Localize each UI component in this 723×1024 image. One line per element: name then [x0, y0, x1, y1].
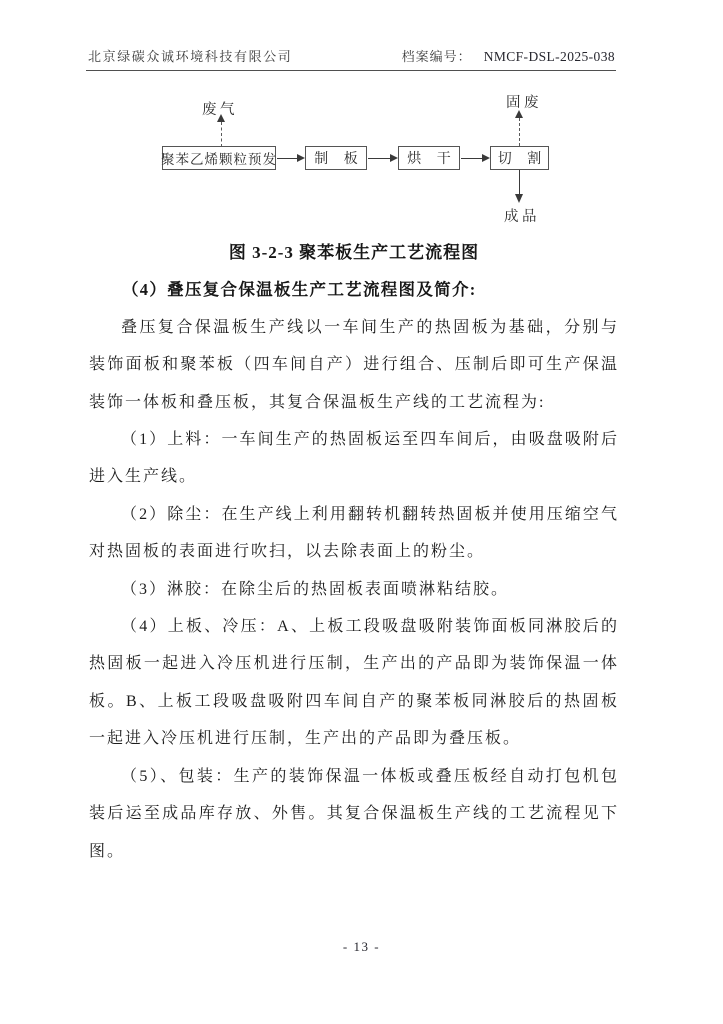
waste-gas-label: 废气	[202, 102, 238, 118]
product-label: 成品	[504, 209, 540, 225]
solid-waste-dashed-arrow	[519, 118, 520, 146]
paragraph-step-1: （1）上料：一车间生产的热固板运至四车间后，由吸盘吸附后进入生产线。	[89, 431, 619, 486]
archive-number-value: NMCF-DSL-2025-038	[483, 49, 615, 64]
flow-node-drying: 烘 干	[398, 146, 460, 170]
flow-node-cutting: 切 割	[490, 146, 549, 170]
solid-waste-label: 固废	[506, 95, 542, 111]
header-rule	[86, 70, 616, 71]
archive-number-label: 档案编号：	[401, 49, 472, 64]
flow-arrow-3	[461, 158, 482, 159]
paragraph-step-3: （3）淋胶：在除尘后的热固板表面喷淋粘结胶。	[121, 580, 510, 598]
page-footer	[0, 938, 723, 956]
waste-gas-dashed-arrow	[221, 122, 222, 147]
process-flowchart	[0, 88, 723, 234]
page-header	[88, 46, 615, 65]
document-body	[89, 234, 619, 870]
header-company-name: 北京绿碳众诚环境科技有限公司	[88, 49, 293, 64]
flow-arrow-2	[368, 158, 390, 159]
paragraph-step-4: （4）上板、冷压：A、上板工段吸盘吸附装饰面板同淋胶后的热固板一起进入冷压机进行压制，生产出的产品即为装饰保温一体板。B、上板工段吸盘吸附四车间自产的聚苯板同淋胶后的热固板一起进入冷压机进行压制，生产出的产品即为叠压板。	[89, 618, 619, 748]
page-number: - 13 -	[342, 939, 381, 954]
flow-node-board-making: 制 板	[305, 146, 367, 170]
paragraph-intro: 叠压复合保温板生产线以一车间生产的热固板为基础，分别与装饰面板和聚苯板（四车间自产）进行组合、压制后即可生产保温装饰一体板和叠压板，其复合保温板生产线的工艺流程为:	[89, 318, 619, 411]
flow-arrow-1	[277, 158, 297, 159]
header-archive-group	[402, 46, 615, 65]
figure-caption: 图 3-2-3 聚苯板生产工艺流程图	[228, 243, 480, 262]
flow-node-pre-expansion: 聚苯乙烯颗粒预发	[162, 146, 276, 170]
paragraph-step-5: （5）、包装：生产的装饰保温一体板或叠压板经自动打包机包装后运至成品库存放、外售。其复合保温板生产线的工艺流程见下图。	[89, 767, 619, 860]
product-arrow	[519, 170, 520, 194]
paragraph-step-2: （2）除尘：在生产线上利用翻转机翻转热固板并使用压缩空气对热固板的表面进行吹扫，以去除表面上的粉尘。	[89, 505, 619, 561]
section-heading: （4）叠压复合保温板生产工艺流程图及简介:	[122, 280, 477, 300]
